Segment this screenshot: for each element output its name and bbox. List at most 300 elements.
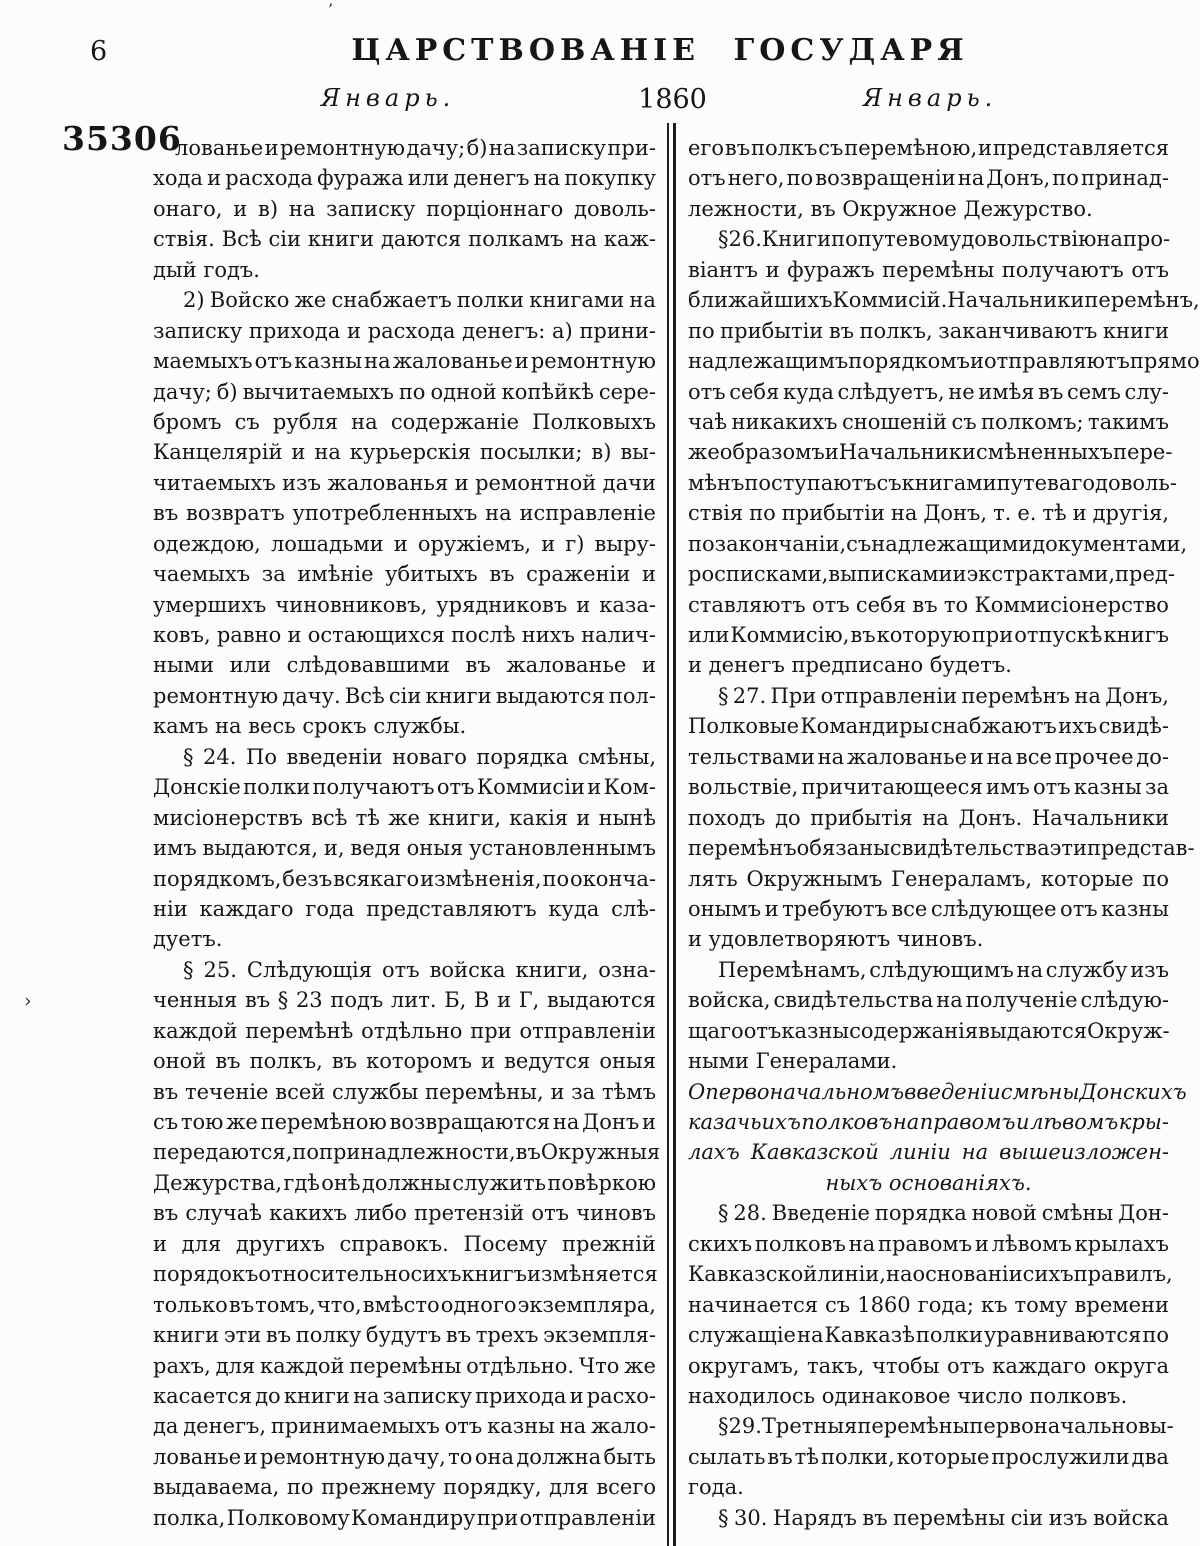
word: себя <box>855 592 907 617</box>
text-line <box>688 1229 1169 1259</box>
word: всей <box>275 1079 326 1104</box>
scan-artifact: › <box>24 990 32 1012</box>
word: по <box>1142 866 1169 891</box>
word: претензій <box>414 1201 525 1226</box>
text-line <box>153 1168 656 1198</box>
text-line <box>688 590 1169 620</box>
word: на <box>364 349 391 374</box>
word: Войско <box>209 288 290 313</box>
word: полки <box>456 288 525 313</box>
text-line <box>688 163 1169 193</box>
word: отъ <box>444 1414 483 1439</box>
text-line <box>688 864 1169 894</box>
word: выдаются <box>546 988 656 1013</box>
word: перемѣны <box>882 257 995 282</box>
word: принадлежности, <box>318 1140 516 1165</box>
word: читаемыхъ <box>153 470 276 495</box>
word: или <box>229 653 271 678</box>
word: ствія <box>688 501 744 526</box>
word: отъ <box>688 166 726 191</box>
word: по <box>1142 1323 1169 1348</box>
word: на <box>288 196 316 221</box>
word: § <box>277 988 289 1013</box>
word: про- <box>1122 227 1171 252</box>
word: полкъ, <box>249 1049 323 1074</box>
word: эти <box>1049 836 1087 861</box>
word: перемѣною <box>260 1110 387 1134</box>
word: ведя <box>350 836 401 861</box>
word: дачу; <box>406 136 466 160</box>
word: Коммисій. <box>832 288 948 313</box>
word: Окруж- <box>1087 1018 1170 1043</box>
word: дачу; <box>153 379 212 404</box>
word: передаются, <box>153 1140 293 1165</box>
text-line <box>688 894 1169 924</box>
word: озна- <box>598 957 656 982</box>
text-line <box>153 681 656 711</box>
word: представляютъ <box>366 896 537 921</box>
word: отъ <box>531 1201 570 1226</box>
word: первоначально <box>969 1414 1139 1439</box>
word: чиновъ <box>576 1201 656 1226</box>
word: отправляютъ <box>984 349 1130 374</box>
word: правомъ <box>877 1231 973 1256</box>
word: имъ <box>985 775 1030 800</box>
word: налич- <box>581 623 656 647</box>
word: гдѣ <box>283 1170 320 1195</box>
word: оныя <box>599 1049 656 1074</box>
word: остающихся <box>307 623 445 647</box>
text-line <box>688 1290 1169 1320</box>
word: на <box>817 744 845 769</box>
word: Г, <box>518 988 540 1013</box>
word: Ком- <box>603 775 656 800</box>
word: чиновниковъ, <box>275 592 428 617</box>
word: въ <box>489 562 515 587</box>
word: либо <box>354 1201 407 1226</box>
page-title: ЦАРСТВОВАНІЕ ГОСУДАРЯ <box>351 33 969 68</box>
word: съ <box>846 531 872 556</box>
word: Третныя <box>761 1414 858 1439</box>
word: же <box>226 1110 258 1134</box>
word: свидѣ- <box>1098 714 1169 739</box>
word: на <box>485 501 512 526</box>
word: онымъ <box>688 896 762 921</box>
text-line <box>688 468 1177 498</box>
word: полки <box>915 1323 983 1348</box>
word: прежнему <box>321 1475 436 1500</box>
word: которомъ <box>366 1049 472 1074</box>
word: оружіемъ, <box>417 531 532 556</box>
text-line <box>153 437 656 467</box>
text-line <box>153 1259 656 1289</box>
word: сраженіи <box>526 562 631 587</box>
word: и <box>481 1049 496 1074</box>
text-line <box>153 133 656 163</box>
word: новой <box>971 1201 1037 1226</box>
word: Всѣ <box>344 683 385 708</box>
word: ремонтную <box>259 1444 386 1469</box>
word: и <box>977 136 992 160</box>
word: слѣдовавшими <box>286 653 450 678</box>
word: вольствіе, <box>688 775 799 800</box>
word: то <box>943 592 969 617</box>
word: по <box>292 1140 319 1165</box>
word: на <box>986 744 1014 769</box>
text-line <box>688 1503 1169 1533</box>
word: расхода <box>367 318 456 343</box>
word: куда <box>782 379 834 404</box>
word: 1860 <box>857 1292 911 1317</box>
text-line <box>688 681 1169 711</box>
word: казны <box>294 349 363 374</box>
word: такъ, <box>807 1353 865 1378</box>
word: сихъ <box>410 1262 462 1287</box>
word: книги <box>425 683 492 708</box>
word: Дежурства, <box>153 1170 283 1195</box>
word: въ <box>1038 379 1064 404</box>
word: О <box>688 1079 706 1104</box>
word: Донъ, <box>1105 683 1169 708</box>
word: тѣмъ <box>601 1079 656 1104</box>
word: слѣдующимъ <box>869 957 1014 982</box>
word: Донъ <box>582 1110 640 1134</box>
word: Полковыхъ <box>532 409 656 434</box>
text-line <box>153 1016 656 1046</box>
text-line <box>153 772 656 802</box>
word: 2) <box>183 288 205 313</box>
word: Кавказской <box>688 1262 818 1287</box>
text-line <box>688 1320 1169 1350</box>
word: записку <box>516 136 606 160</box>
word: записку <box>153 318 243 343</box>
text-line <box>153 620 656 650</box>
word: вышеизложен- <box>999 1140 1169 1165</box>
word: основаніи <box>912 1262 1023 1287</box>
word: надлежащими <box>871 531 1033 556</box>
word: должны <box>361 1170 451 1195</box>
word: дачи <box>602 470 656 495</box>
word: съ <box>876 470 902 495</box>
text-line <box>153 163 656 193</box>
word: никакихъ <box>731 409 838 434</box>
word: нихъ <box>521 623 575 647</box>
word: вы- <box>620 440 656 465</box>
word: выдаются <box>978 1018 1088 1043</box>
word: одеждою, <box>153 531 261 556</box>
word: экземпля- <box>543 1323 656 1348</box>
word: хода <box>153 166 203 191</box>
word: по <box>831 227 858 252</box>
word: § <box>183 744 194 769</box>
text-line <box>153 1137 661 1167</box>
text-line: ными Генералами. <box>688 1049 898 1074</box>
word: путеваго <box>996 470 1096 495</box>
word: Донъ. <box>958 805 1023 830</box>
word: пред- <box>1115 562 1175 587</box>
word: копѣйкѣ <box>501 379 594 404</box>
word: въ <box>912 592 938 617</box>
word: 25. <box>203 957 237 982</box>
word: отпускѣ <box>1014 623 1103 647</box>
word: прямо <box>1129 349 1200 374</box>
word: службу <box>1045 957 1128 982</box>
word: полку <box>295 1323 362 1348</box>
word: ихъ <box>1058 714 1098 739</box>
text-line <box>153 1411 656 1441</box>
word: заканчиваютъ <box>938 318 1098 343</box>
word: записку <box>382 1383 472 1408</box>
word: въ <box>331 1049 358 1074</box>
word: доволь- <box>1095 470 1177 495</box>
word: § <box>718 1505 729 1530</box>
word: даются <box>380 227 462 252</box>
word: щаго <box>688 1018 744 1043</box>
word: свидѣтельства <box>889 836 1050 861</box>
word: сере- <box>598 379 656 404</box>
word: времени <box>1074 1292 1169 1317</box>
word: имъ <box>153 836 197 861</box>
word: войска <box>1093 1505 1169 1530</box>
word: въ <box>445 1323 472 1348</box>
word: въ <box>850 623 876 647</box>
word: по <box>786 166 814 191</box>
word: при <box>470 1018 512 1043</box>
word: то <box>448 1444 473 1469</box>
word: возвращаются <box>389 1110 551 1134</box>
text-line: дуетъ. <box>153 927 223 952</box>
word: въ <box>862 1505 888 1530</box>
text-line <box>688 1016 1169 1046</box>
text-line: лежности, въ Окружное Дежурство. <box>688 196 1093 221</box>
word: выру- <box>594 531 656 556</box>
word: отъ <box>1060 896 1098 921</box>
word: пол- <box>608 683 656 708</box>
word: слѣдуетъ, <box>837 379 945 404</box>
word: ремонтной <box>475 470 597 495</box>
word: 29. <box>728 1414 762 1439</box>
word: полки, <box>820 1444 895 1469</box>
word: прослужили <box>991 1444 1130 1469</box>
word: перемѣною, <box>844 136 978 160</box>
text-line <box>688 285 1200 315</box>
word: лѣвомъ <box>991 1231 1072 1256</box>
word: и <box>952 562 967 587</box>
word: по <box>688 318 715 343</box>
word: книгъ <box>461 1262 527 1287</box>
word: и <box>291 440 306 465</box>
text-line <box>153 864 656 894</box>
word: в) <box>258 196 279 221</box>
word: для <box>215 1353 256 1378</box>
word: перемѣны <box>857 1414 970 1439</box>
word: прибытіи <box>720 318 824 343</box>
word: подъ <box>330 988 384 1013</box>
word: за <box>571 1079 596 1104</box>
word: росписками, <box>688 562 829 587</box>
word: года; <box>917 1292 974 1317</box>
word: ніи <box>153 896 188 921</box>
left-text-column <box>153 133 661 1533</box>
word: порядка <box>874 1201 967 1226</box>
text-line <box>153 1503 656 1533</box>
text-line <box>688 316 1169 346</box>
word: эти <box>223 1323 262 1348</box>
word: войска <box>429 957 506 982</box>
word: кры- <box>1118 1110 1169 1134</box>
word: тому <box>1014 1292 1068 1317</box>
word: на <box>351 409 378 434</box>
word: на <box>885 1262 913 1287</box>
word: прежній <box>562 1231 656 1256</box>
running-head-year: 1860 <box>638 84 707 115</box>
word: Начальники <box>1031 805 1169 830</box>
text-line: камъ на весь срокъ службы. <box>153 714 467 739</box>
word: Книги <box>761 227 832 252</box>
word: содержанія <box>849 1018 979 1043</box>
text-line <box>153 498 656 528</box>
word: г) <box>565 531 585 556</box>
word: и <box>153 1231 167 1256</box>
word: все <box>891 896 928 921</box>
word: порядкомъ, <box>153 866 282 891</box>
text-line <box>688 1137 1169 1167</box>
word: относительно <box>258 1262 411 1287</box>
word: закончаніи, <box>714 531 847 556</box>
text-line <box>688 1442 1169 1472</box>
word: порядкомъ <box>848 349 971 374</box>
word: каждой <box>259 1353 345 1378</box>
word: денегъ, <box>183 1414 267 1439</box>
word: прибытіи <box>781 501 885 526</box>
word: перемѣны, <box>424 1079 544 1104</box>
word: убитыхъ <box>385 562 478 587</box>
word: Нарядъ <box>773 1505 857 1530</box>
word: Введеніе <box>771 1201 870 1226</box>
word: должна <box>516 1444 602 1469</box>
word: въ <box>724 136 751 160</box>
word: и <box>641 653 656 678</box>
word: ченныя <box>153 988 238 1013</box>
word: книгами <box>901 470 997 495</box>
word: повѣркою <box>547 1170 656 1195</box>
text-line <box>153 1229 656 1259</box>
word: съ <box>234 409 260 434</box>
word: обязаны <box>796 836 890 861</box>
text-line <box>688 803 1169 833</box>
word: измѣненія, <box>420 866 542 891</box>
word: перемѣнъ <box>688 836 797 861</box>
word: на <box>1016 957 1043 982</box>
text-line: и удовлетворяютъ чиновъ. <box>688 927 984 952</box>
text-line <box>688 1077 1187 1107</box>
word: полкомъ; <box>981 409 1084 434</box>
word: правилъ, <box>1073 1262 1173 1287</box>
word: и <box>393 531 408 556</box>
word: и <box>974 1231 989 1256</box>
word: два <box>1131 1444 1169 1469</box>
word: 27. <box>732 683 767 708</box>
text-line <box>153 1290 656 1320</box>
word: Донскихъ <box>1079 1079 1187 1104</box>
word: введеніи <box>904 1079 1001 1104</box>
running-head-right-month: Январь. <box>862 84 998 112</box>
word: книги, <box>515 957 589 982</box>
word: другія, <box>1092 501 1169 526</box>
text-line <box>688 833 1195 863</box>
word: жалованье <box>846 744 967 769</box>
word: лѣвомъ <box>1030 1110 1119 1134</box>
word: отъ <box>811 592 850 617</box>
word: ными <box>153 653 215 678</box>
word: получаютъ <box>312 775 435 800</box>
word: ремонтную <box>530 349 656 374</box>
word: перемѣнѣ <box>245 1018 354 1043</box>
word: къ <box>980 1292 1008 1317</box>
word: до- <box>1136 744 1169 769</box>
word: отъ <box>1032 775 1071 800</box>
word: и <box>347 318 361 343</box>
word: по <box>398 379 426 404</box>
word: линіи, <box>817 1262 886 1287</box>
word: віантъ <box>688 257 759 282</box>
text-line <box>153 346 656 376</box>
word: или <box>688 623 730 647</box>
word: 23 <box>295 988 323 1013</box>
word: фуражъ <box>787 257 875 282</box>
word: всего <box>596 1475 656 1500</box>
word: сношеній <box>841 409 948 434</box>
word: расхода <box>225 166 313 191</box>
word: При <box>770 683 817 708</box>
word: же <box>388 805 420 830</box>
word: себя <box>729 379 780 404</box>
word: § <box>718 227 729 252</box>
text-line <box>688 772 1169 802</box>
word: что, <box>316 1292 362 1317</box>
word: съ <box>153 1110 179 1134</box>
text-line <box>153 1198 656 1228</box>
text-line <box>688 255 1169 285</box>
word: оной <box>153 1049 207 1074</box>
word: съ <box>818 136 844 160</box>
word: служащіе <box>688 1323 796 1348</box>
word: слу- <box>1124 379 1169 404</box>
text-line <box>688 133 1169 163</box>
word: лованье <box>153 1444 242 1469</box>
word: при <box>971 623 1014 647</box>
word: принимаемыхъ <box>270 1414 440 1439</box>
text-line <box>153 985 656 1015</box>
word: на <box>629 288 656 313</box>
word: и <box>550 1079 565 1104</box>
word: на <box>1074 683 1101 708</box>
word: одного <box>440 1292 517 1317</box>
text-line: ныхъ основаніяхъ. <box>825 1170 1032 1195</box>
word: экстрактами, <box>966 562 1116 587</box>
word: полка, <box>153 1505 226 1530</box>
text-line <box>153 590 656 620</box>
text-line <box>153 559 656 589</box>
word: нынѣ <box>598 805 656 830</box>
word: полкъ, <box>859 318 933 343</box>
word: оныя <box>406 836 464 861</box>
word: него, <box>727 166 785 191</box>
word: Кавказѣ <box>824 1323 915 1348</box>
word: получаютъ <box>1001 257 1124 282</box>
text-line <box>688 498 1169 528</box>
word: Кавказской <box>750 1140 879 1165</box>
